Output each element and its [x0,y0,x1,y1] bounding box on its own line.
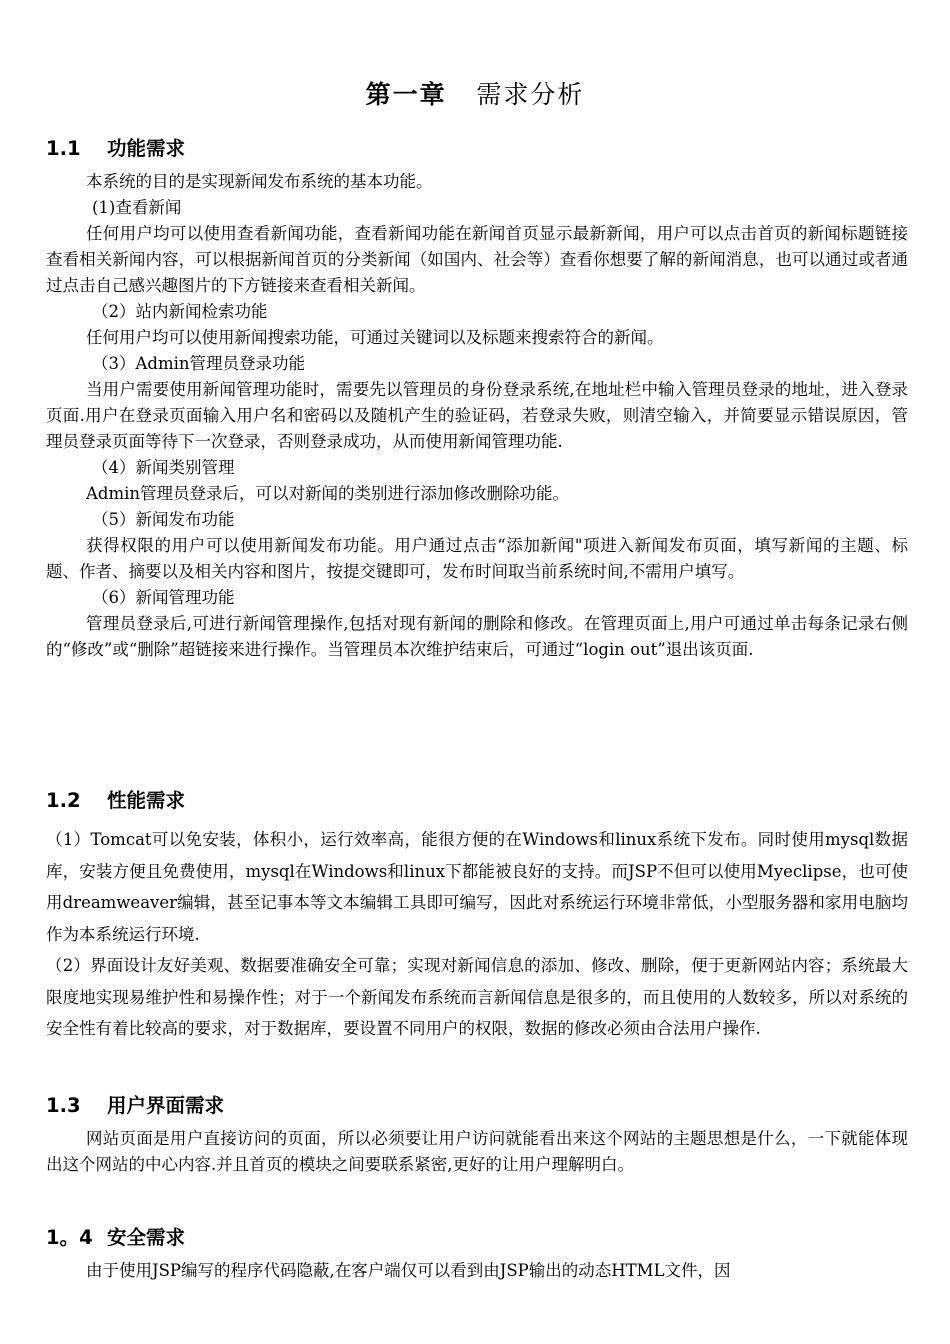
item-label: （3）Admin管理员登录功能 [92,354,306,373]
section-number: 1.3 [46,1094,81,1117]
performance-paragraph: （1）Tomcat可以免安装，体积小，运行效率高，能很方便的在Windows和linux系统下发布。同时使用mysql数据库，安装方便且免费使用，mysql在Windows和linux下都能被良好的支持。而JSP不但可以使用Myeclipse，也可使用dreamweaver编辑，甚至记事本等文本编辑工具即可编写，因此对系统运行环境非常低，小型服务器和家用电脑均作为本系统运行环境. [46,830,908,944]
section-security-requirements [46,1225,908,1284]
item-label: （2）站内新闻检索功能 [92,302,268,321]
item-label: （4）新闻类别管理 [92,458,235,477]
item-paragraph: 管理员登录后,可进行新闻管理操作,包括对现有新闻的删除和修改。在管理页面上,用户可通过单击每条记录右侧的“修改”或“删除”超链接来进行操作。当管理员本次维护结束后，可通过“login out”退出该页面. [46,614,908,659]
section-heading [46,136,908,162]
chapter-number: 第一章 [365,80,447,109]
section-functional-requirements [46,136,908,663]
item-paragraph: Admin管理员登录后，可以对新闻的类别进行添加修改删除功能。 [86,484,570,503]
item-paragraph: 获得权限的用户可以使用新闻发布功能。用户通过点击“添加新闻"项进入新闻发布页面，填写新闻的主题、标题、作者、摘要以及相关内容和图片，按提交键即可，发布时间取当前系统时间,不需用户填写。 [46,536,908,581]
section-title: 安全需求 [107,1226,186,1249]
section-number: 1.1 [46,137,81,160]
security-paragraph: 由于使用JSP编写的程序代码隐蔽,在客户端仅可以看到由JSP输出的动态HTML文件，因 [86,1261,731,1280]
performance-paragraph: （2）界面设计友好美观、数据要准确安全可靠；实现对新闻信息的添加、修改、删除，便于更新网站内容；系统最大限度地实现易维护性和易操作性；对于一个新闻发布系统而言新闻信息是很多的，而且使用的人数较多，所以对系统的安全性有着比较高的要求，对于数据库，要设置不同用户的权限，数据的修改必须由合法用户操作. [46,956,908,1038]
item-label: （5）新闻发布功能 [92,510,235,529]
item-label: (1)查看新闻 [92,198,182,217]
section-number: 1.2 [46,789,81,812]
section-number: 1。4 [46,1226,93,1249]
section-performance-requirements [46,788,908,1045]
section-title: 功能需求 [107,137,186,160]
section-heading [46,1093,908,1119]
item-paragraph: 任何用户均可以使用查看新闻功能，查看新闻功能在新闻首页显示最新新闻，用户可以点击首页的新闻标题链接查看相关新闻内容，可以根据新闻首页的分类新闻（如国内、社会等）查看你想要了解的新闻消息，也可以通过或者通过点击自己感兴趣图片的下方链接来查看相关新闻。 [46,224,908,295]
item-paragraph: 任何用户均可以使用新闻搜索功能，可通过关键词以及标题来搜索符合的新闻。 [86,328,664,347]
section-heading [46,788,908,814]
item-paragraph: 当用户需要使用新闻管理功能时，需要先以管理员的身份登录系统,在地址栏中输入管理员登录的地址，进入登录页面.用户在登录页面输入用户名和密码以及随机产生的验证码，若登录失败，则清空输入，并简要显示错误原因，管理员登录页面等待下一次登录，否则登录成功，从而使用新闻管理功能. [46,380,908,451]
chapter-title [0,78,950,112]
chapter-name: 需求分析 [476,80,585,109]
section-title: 性能需求 [107,789,186,812]
section-title: 用户界面需求 [107,1094,225,1117]
ui-paragraph: 网站页面是用户直接访问的页面，所以必须要让用户访问就能看出来这个网站的主题思想是什么，一下就能体现出这个网站的中心内容.并且首页的模块之间要联系紧密,更好的让用户理解明白。 [46,1129,908,1174]
section-ui-requirements [46,1093,908,1178]
intro-paragraph: 本系统的目的是实现新闻发布系统的基本功能。 [86,172,433,191]
item-label: （6）新闻管理功能 [92,588,235,607]
section-heading [46,1225,908,1251]
